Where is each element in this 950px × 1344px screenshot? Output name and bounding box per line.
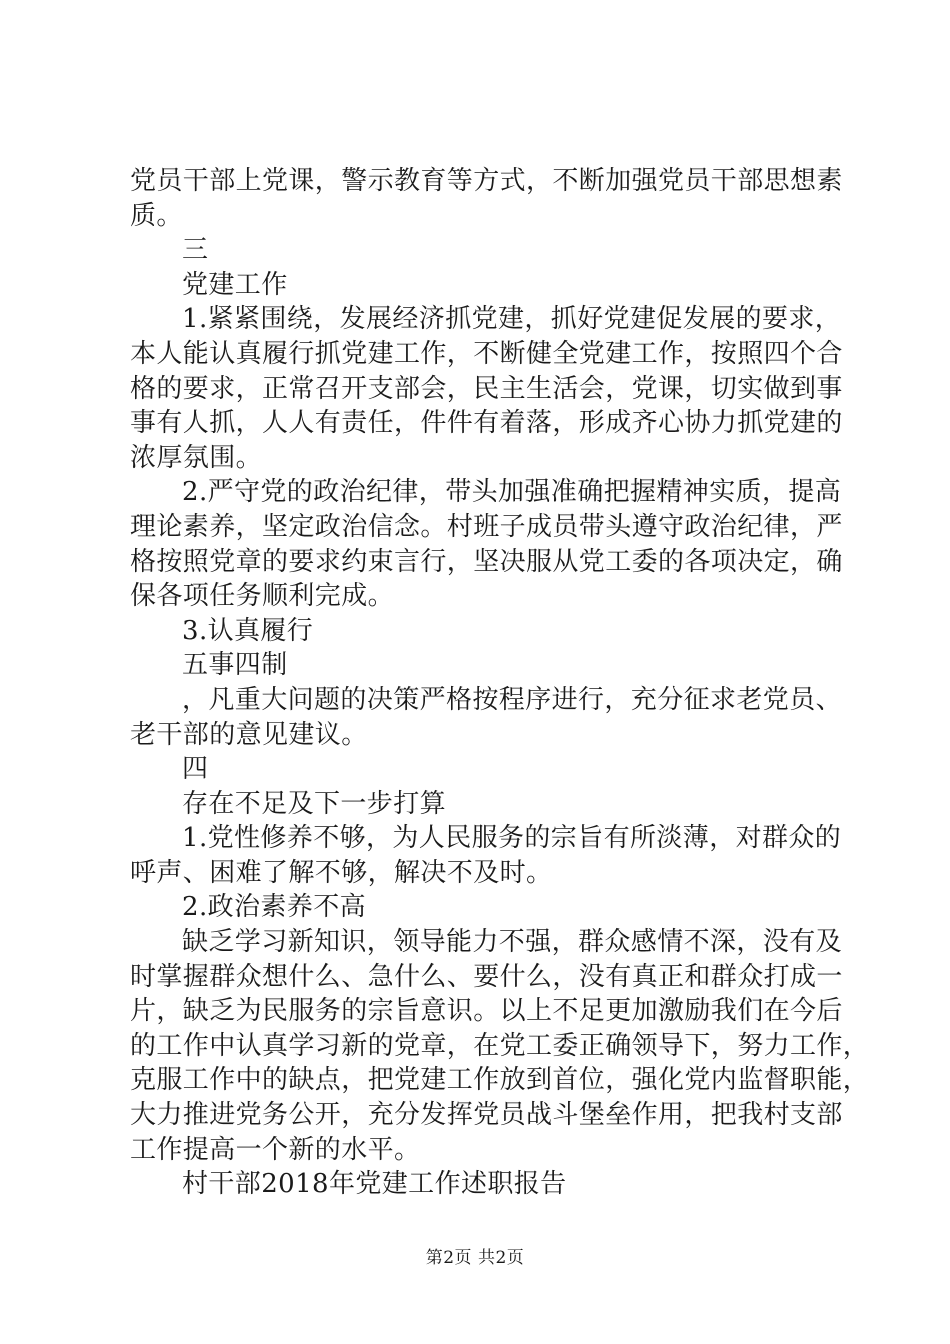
- text-line: 四: [182, 754, 209, 785]
- text-line: 1.紧紧围绕，发展经济抓党建，抓好党建促发展的要求，: [182, 304, 842, 335]
- text-line: 呼声、困难了解不够，解决不及时。: [130, 857, 553, 888]
- text-line: 缺乏学习新知识，领导能力不强，群众感情不深，没有及: [182, 927, 843, 958]
- text-line: 存在不足及下一步打算: [182, 788, 447, 819]
- text-line: 质。: [130, 200, 183, 231]
- text-line: 1.党性修养不够，为人民服务的宗旨有所淡薄，对群众的: [182, 823, 842, 854]
- text-line: 时掌握群众想什么、急什么、要什么，没有真正和群众打成一: [130, 961, 843, 992]
- text-line: 格按照党章的要求约束言行，坚决服从党工委的各项决定，确: [130, 546, 843, 577]
- text-line: 党建工作: [182, 269, 288, 300]
- text-line: 工作提高一个新的水平。: [130, 1134, 421, 1165]
- text-line: 片，缺乏为民服务的宗旨意识。以上不足更加激励我们在今后: [130, 996, 843, 1027]
- text-line: 党员干部上党课，警示教育等方式，不断加强党员干部思想素: [130, 166, 843, 196]
- text-line: 本人能认真履行抓党建工作，不断健全党建工作，按照四个合: [130, 338, 843, 369]
- text-line: 格的要求，正常召开支部会，民主生活会，党课，切实做到事: [130, 373, 843, 404]
- text-line: 五事四制: [182, 650, 288, 681]
- text-line: 保各项任务顺利完成。: [130, 581, 395, 612]
- document-body: [130, 164, 870, 1202]
- text-line: 大力推进党务公开，充分发挥党员战斗堡垒作用，把我村支部: [130, 1100, 843, 1131]
- page-number-footer: 第2页 共2页: [425, 1248, 525, 1268]
- text-line: 2.严守党的政治纪律，带头加强准确把握精神实质，提高: [182, 477, 842, 508]
- text-line: 三: [182, 235, 209, 266]
- text-line: 老干部的意见建议。: [130, 719, 368, 750]
- text-line: 村干部2018年党建工作述职报告: [182, 1169, 567, 1200]
- text-line: 克服工作中的缺点，把党建工作放到首位，强化党内监督职能，: [130, 1065, 870, 1096]
- text-line: 3.认真履行: [182, 615, 314, 646]
- text-line: 浓厚氛围。: [130, 442, 263, 473]
- text-line: 事有人抓，人人有责任，件件有着落，形成齐心协力抓党建的: [130, 408, 843, 439]
- text-line: 2.政治素养不高: [182, 892, 367, 923]
- text-line: 的工作中认真学习新的党章，在党工委正确领导下，努力工作，: [130, 1030, 870, 1061]
- text-line: ，凡重大问题的决策严格按程序进行，充分征求老党员、: [182, 684, 843, 715]
- text-line: 理论素养，坚定政治信念。村班子成员带头遵守政治纪律，严: [130, 511, 843, 542]
